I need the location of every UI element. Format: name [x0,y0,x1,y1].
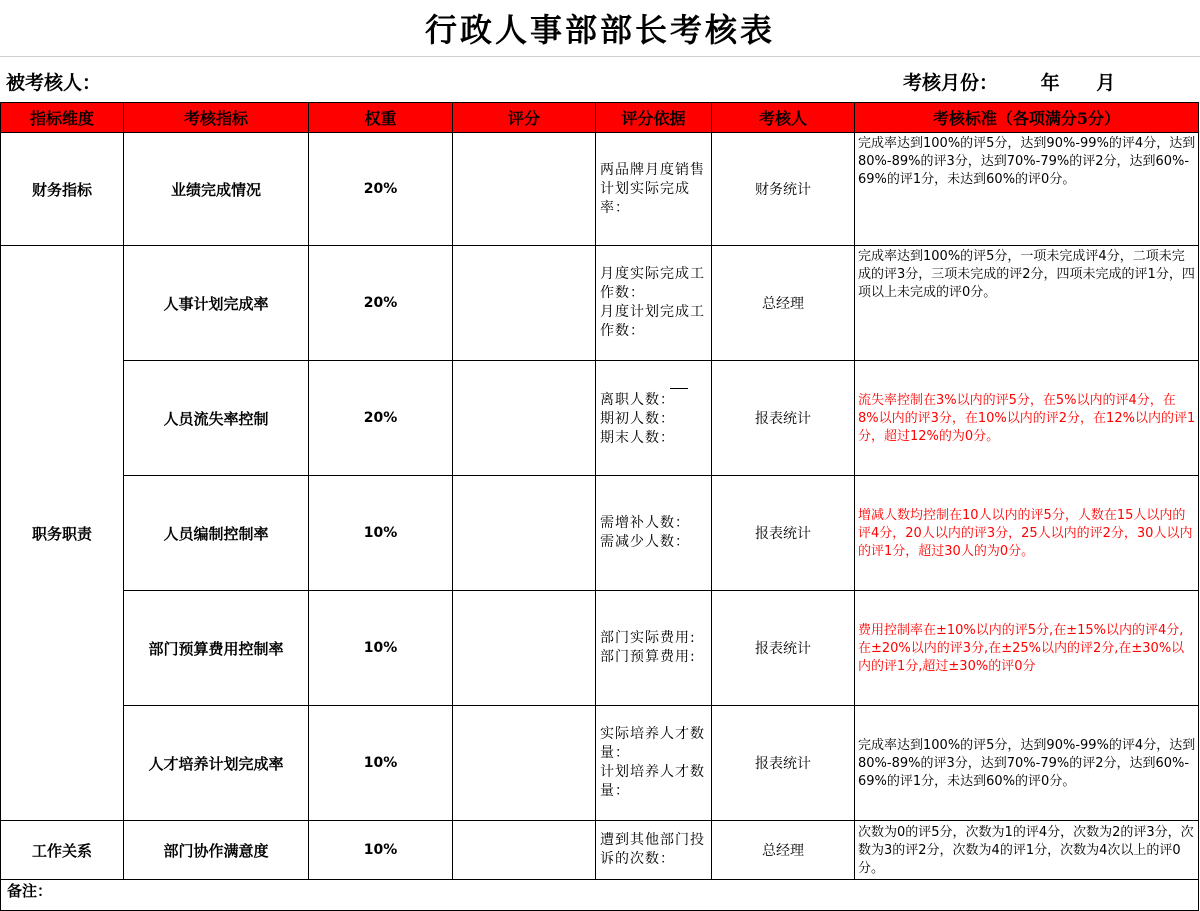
basis-line: 月度实际完成工作数： [600,266,705,301]
basis-line: 遭到其他部门投诉的次数： [600,832,705,867]
score-cell[interactable] [453,591,596,706]
score-cell[interactable] [453,476,596,591]
header-reviewer: 考核人 [712,103,855,133]
basis-line: 期初人数： [600,411,675,427]
basis-cell [596,706,712,821]
table-row [1,821,1199,880]
standard-cell: 完成率达到100%的评5分，一项未完成评4分，二项未完成的评3分，三项未完成的评2分，四项未完成的评1分，四项以上未完成的评0分。 [855,246,1199,361]
header-dimension: 指标维度 [1,103,124,133]
table-row [1,476,1199,591]
assessment-table [0,102,1199,911]
standard-cell: 增减人数均控制在10人以内的评5分，人数在15人以内的评4分，20人以内的评3分，25人以内的评2分，30人以内的评1分，超过30人的为0分。 [855,476,1199,591]
basis-cell [596,361,712,476]
basis-line: 实际培养人才数量： [600,726,705,761]
standard-cell: 费用控制率在±10%以内的评5分,在±15%以内的评4分,在±20%以内的评3分,在±25%以内的评2分,在±30%以内的评1分,超过±30%的评0分 [855,591,1199,706]
sheet-title: 行政人事部部长考核表 [0,0,1200,57]
basis-cell [596,133,712,246]
weight-cell: 20% [309,361,453,476]
score-cell[interactable] [453,706,596,821]
month-unit: 月 [1096,72,1116,94]
table-row [1,361,1199,476]
score-cell[interactable] [453,246,596,361]
table-row [1,706,1199,821]
basis-line: 离职人数： [600,392,675,408]
assessment-month [903,68,1123,95]
indicator-cell: 人才培养计划完成率 [124,706,309,821]
standard-cell: 次数为0的评5分，次数为1的评4分，次数为2的评3分，次数为3的评2分，次数为4的评1分，次数为4次以上的评0分。 [855,821,1199,880]
dash-mark [670,388,688,389]
basis-line: 部门实际费用: [600,630,696,646]
basis-cell [596,591,712,706]
indicator-cell: 部门预算费用控制率 [124,591,309,706]
score-cell[interactable] [453,133,596,246]
basis-line: 两品牌月度销售计划实际完成率： [600,161,705,216]
standard-cell: 流失率控制在3%以内的评5分，在5%以内的评4分，在8%以内的评3分，在10%以内的评2分，在12%以内的评1分，超过12%的为0分。 [855,361,1199,476]
info-row [0,56,1200,102]
basis-line: 部门预算费用: [600,649,696,665]
standard-cell: 完成率达到100%的评5分，达到90%-99%的评4分，达到80%-89%的评3分，达到70%-79%的评2分，达到60%-69%的评1分，未达到60%的评0分。 [855,133,1199,246]
weight-cell: 10% [309,591,453,706]
reviewer-cell: 报表统计 [712,706,855,821]
dimension-duty: 职务职责 [1,246,124,821]
basis-line: 期末人数： [600,430,675,446]
table-row [1,591,1199,706]
header-score: 评分 [453,103,596,133]
indicator-cell: 人员流失率控制 [124,361,309,476]
basis-cell [596,821,712,880]
note-label[interactable]: 备注： [1,880,1199,911]
table-row [1,133,1199,246]
weight-cell: 20% [309,246,453,361]
indicator-cell: 人员编制控制率 [124,476,309,591]
basis-cell [596,476,712,591]
header-weight: 权重 [309,103,453,133]
header-standard: 考核标准（各项满分5分） [855,103,1199,133]
score-cell[interactable] [453,361,596,476]
indicator-cell: 业绩完成情况 [124,133,309,246]
header-basis: 评分依据 [596,103,712,133]
reviewer-cell: 报表统计 [712,591,855,706]
basis-line: 月度计划完成工作数： [600,304,705,339]
header-indicator: 考核指标 [124,103,309,133]
reviewer-cell: 总经理 [712,246,855,361]
table-row [1,246,1199,361]
examinee-label: 被考核人： [6,72,102,94]
weight-cell: 10% [309,476,453,591]
header-row [1,103,1199,133]
basis-line: 需增补人数： [600,515,690,531]
note-row [1,880,1199,911]
reviewer-cell: 报表统计 [712,361,855,476]
score-cell[interactable] [453,821,596,880]
basis-line: 需减少人数： [600,534,690,550]
weight-cell: 10% [309,706,453,821]
dimension-relation: 工作关系 [1,821,124,880]
reviewer-cell: 报表统计 [712,476,855,591]
weight-cell: 10% [309,821,453,880]
year-unit: 年 [1040,72,1060,94]
reviewer-cell: 总经理 [712,821,855,880]
basis-line: 计划培养人才数量： [600,764,705,799]
basis-cell [596,246,712,361]
dimension-finance: 财务指标 [1,133,124,246]
indicator-cell: 人事计划完成率 [124,246,309,361]
standard-cell: 完成率达到100%的评5分，达到90%-99%的评4分，达到80%-89%的评3分，达到70%-79%的评2分，达到60%-69%的评1分，未达到60%的评0分。 [855,706,1199,821]
weight-cell: 20% [309,133,453,246]
indicator-cell: 部门协作满意度 [124,821,309,880]
reviewer-cell: 财务统计 [712,133,855,246]
month-label: 考核月份： [903,72,999,94]
